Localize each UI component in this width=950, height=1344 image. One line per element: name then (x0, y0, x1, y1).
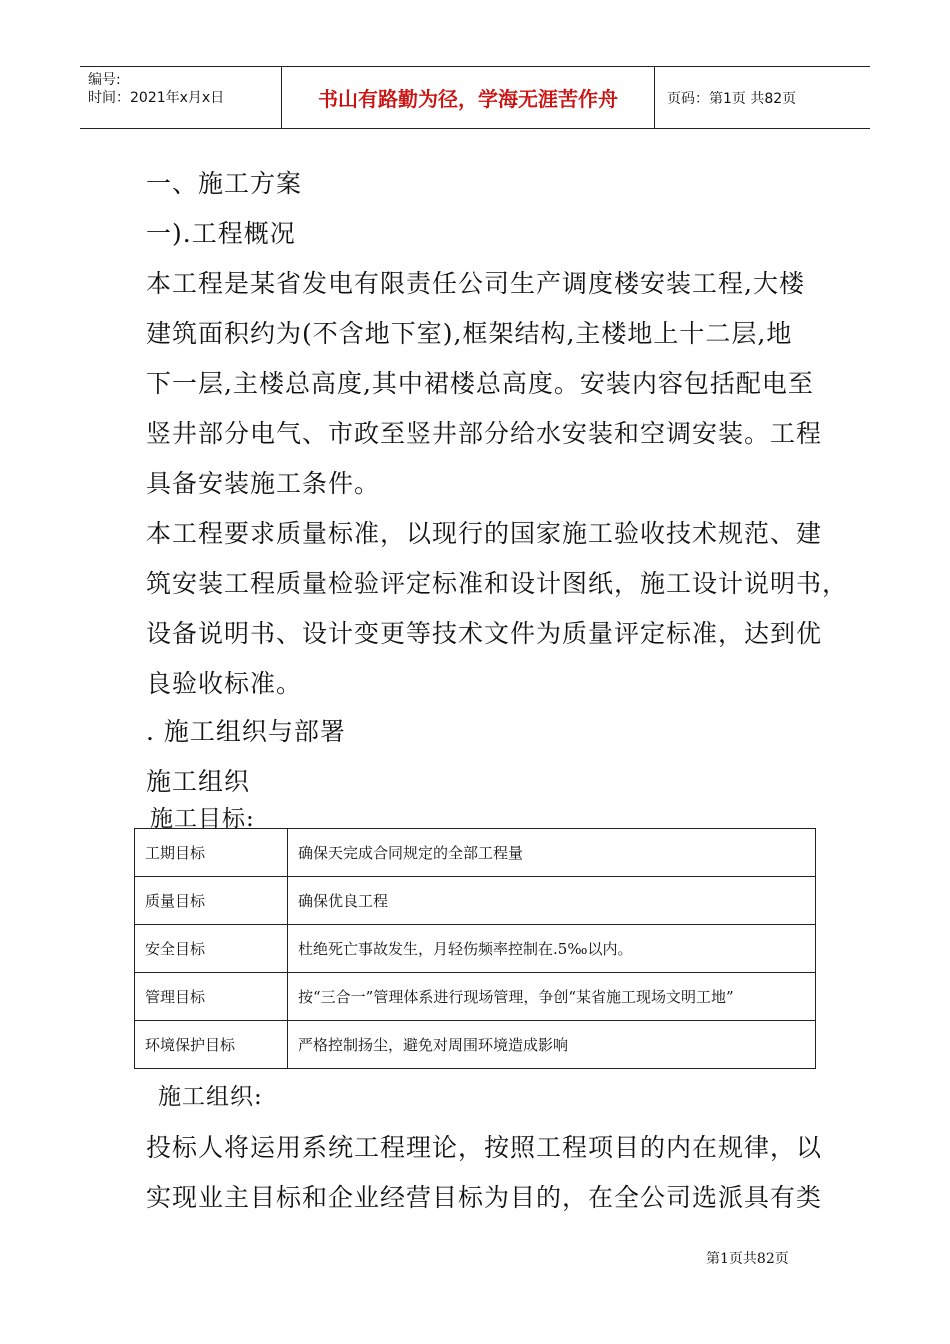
paragraph-line: 投标人将运用系统工程理论，按照工程项目的内在规律，以 (146, 1133, 823, 1162)
table-cell-value: 杜绝死亡事故发生，月轻伤频率控制在.5‰以内。 (288, 925, 816, 973)
paragraph-line: 具备安装施工条件。 (146, 469, 381, 498)
table-cell-label: 工期目标 (135, 829, 288, 877)
paragraph-line: 实现业主目标和企业经营目标为目的，在全公司选派具有类 (146, 1183, 823, 1212)
table-cell-label: 环境保护目标 (135, 1021, 288, 1069)
paragraph-line: 本工程要求质量标准，以现行的国家施工验收技术规范、建 (146, 519, 823, 548)
header-page-number: 页码：第1页 共82页 (667, 90, 797, 107)
table-row (135, 1021, 816, 1069)
paragraph-line: 本工程是某省发电有限责任公司生产调度楼安装工程,大楼 (146, 269, 805, 298)
paragraph-line: 竖井部分电气、市政至竖井部分给水安装和空调安装。工程 (146, 419, 823, 448)
table-cell-value: 确保优良工程 (288, 877, 816, 925)
table-cell-label: 管理目标 (135, 973, 288, 1021)
header-motto: 书山有路勤为径，学海无涯苦作舟 (282, 67, 655, 128)
table-row (135, 829, 816, 877)
table-row (135, 925, 816, 973)
subsection-heading: 施工组织 (146, 767, 251, 796)
paragraph-line: 良验收标准。 (146, 669, 303, 698)
paragraph-line: 建筑面积约为(不含地下室),框架结构,主楼地上十二层,地 (146, 319, 793, 348)
table-row (135, 973, 816, 1021)
header-meta (80, 67, 282, 128)
paragraph-line: 设备说明书、设计变更等技术文件为质量评定标准，达到优 (146, 619, 823, 648)
table-cell-label: 安全目标 (135, 925, 288, 973)
table-cell-label: 质量目标 (135, 877, 288, 925)
subsection-heading: 施工组织: (158, 1084, 263, 1110)
date-label: 时间：2021年x月x日 (88, 90, 225, 106)
serial-number-label: 编号: (88, 72, 121, 88)
table-cell-value: 按“三合一”管理体系进行现场管理，争创“某省施工现场文明工地” (288, 973, 816, 1021)
page-header (80, 66, 870, 129)
section-heading: 一、施工方案 (146, 169, 303, 198)
subsection-heading: 施工目标: (150, 806, 255, 832)
paragraph-line: 下一层,主楼总高度,其中裙楼总高度。安装内容包括配电至 (146, 369, 814, 398)
table-cell-value: 严格控制扬尘，避免对周围环境造成影响 (288, 1021, 816, 1069)
footer-page-number: 第1页共82页 (706, 1251, 789, 1267)
section-heading: . 施工组织与部署 (146, 717, 346, 746)
paragraph-line: 筑安装工程质量检验评定标准和设计图纸，施工设计说明书， (146, 569, 849, 598)
table-cell-value: 确保天完成合同规定的全部工程量 (288, 829, 816, 877)
subsection-heading: 一).工程概况 (146, 219, 296, 248)
targets-table (134, 828, 816, 1069)
table-row (135, 877, 816, 925)
